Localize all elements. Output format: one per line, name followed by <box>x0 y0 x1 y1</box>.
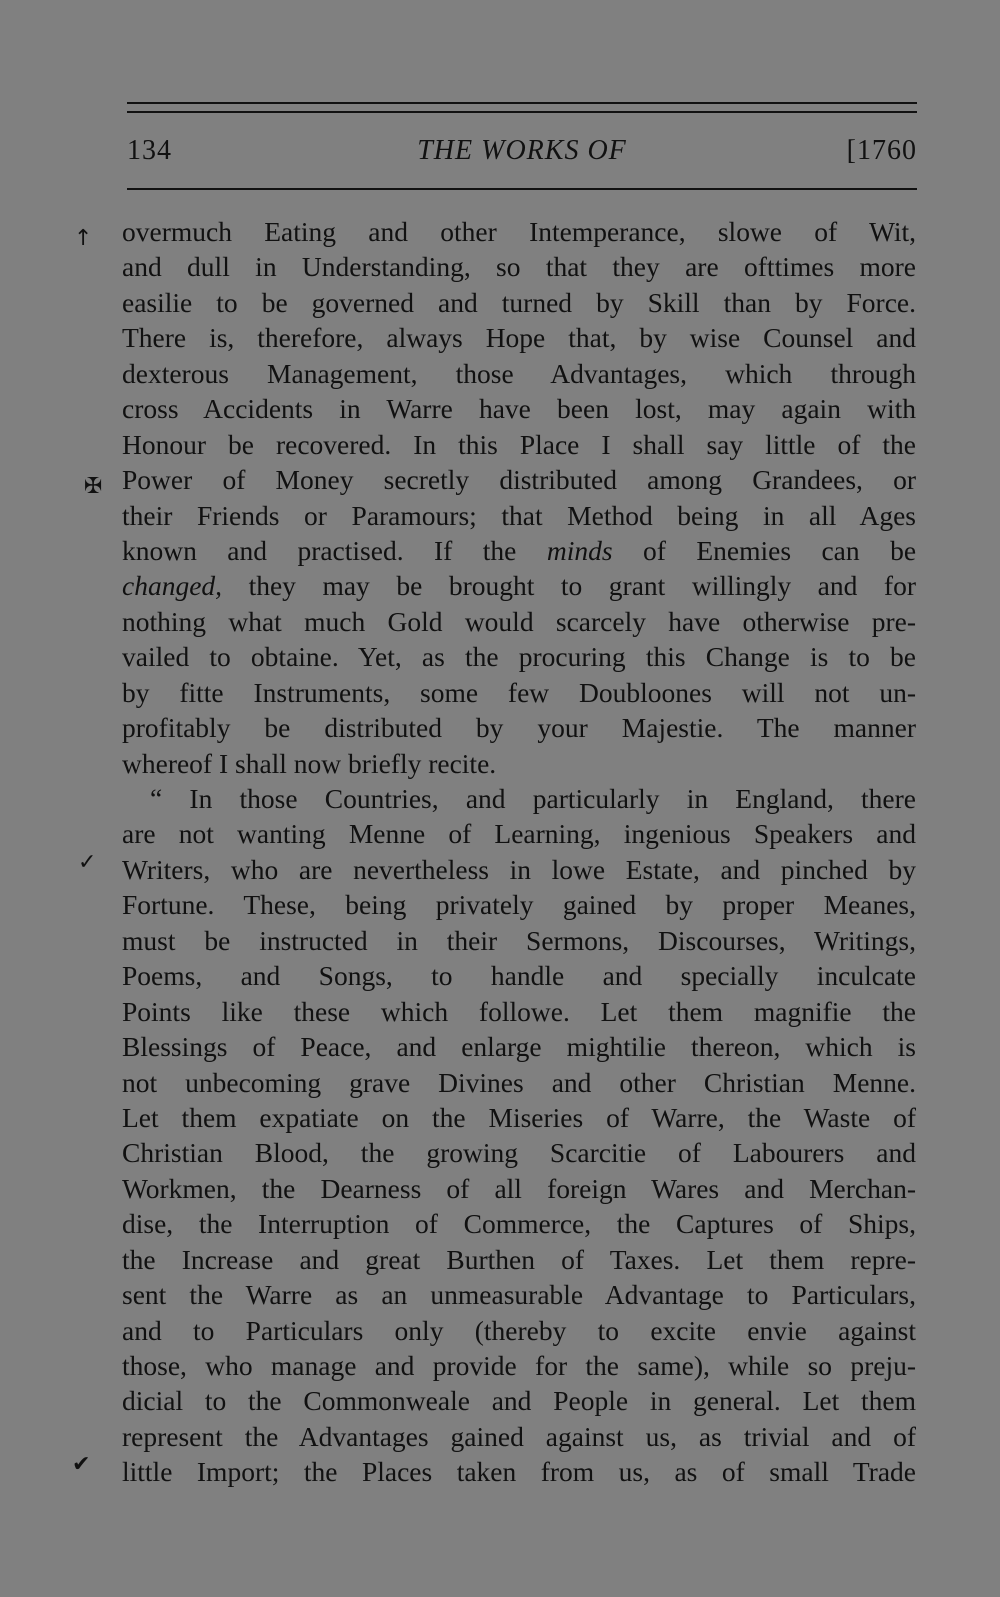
margin-mark-check-icon: ✓ <box>78 850 97 875</box>
margin-mark-tick-icon: ✔ <box>72 1452 91 1477</box>
italic-word: minds <box>546 534 613 566</box>
header-rule-top <box>127 102 917 104</box>
text-line: “ In those Countries, and particularly in England, there <box>150 783 916 814</box>
text-line: by fitte Instruments, some few Doubloones will not un- <box>122 676 916 708</box>
text-line: Workmen, the Dearness of all foreign Wares and Merchan- <box>122 1172 916 1204</box>
text-line: must be instructed in their Sermons, Discourses, Writings, <box>122 924 916 956</box>
header-year: [1760 <box>846 135 917 166</box>
text-line: and to Particulars only (thereby to excite envie against <box>122 1314 916 1346</box>
running-header <box>127 135 917 175</box>
text-line: dise, the Interruption of Commerce, the Captures of Ships, <box>122 1208 916 1240</box>
text-line: Writers, who are nevertheless in lowe Estate, and pinched by <box>122 853 916 885</box>
text-line: vailed to obtaine. Yet, as the procuring this Change is to be <box>122 641 916 673</box>
text-line: little Import; the Places taken from us, as of small Trade <box>122 1456 916 1488</box>
italic-word: changed, <box>122 570 223 602</box>
text-line: Power of Money secretly distributed among Grandees, or <box>122 464 916 496</box>
header-rule-second <box>127 111 917 113</box>
page-body <box>122 214 916 1490</box>
text-segment: they may be brought to grant willingly and for <box>248 570 916 602</box>
text-line: nothing what much Gold would scarcely have otherwise pre- <box>122 605 916 637</box>
text-line: represent the Advantages gained against us, as trivial and of <box>122 1420 916 1452</box>
text-line: whereof I shall now briefly recite. <box>122 747 497 779</box>
text-segment: of Enemies can be <box>642 534 916 566</box>
text-line: Honour be recovered. In this Place I shall say little of the <box>122 428 916 460</box>
text-line: Let them expatiate on the Miseries of Warre, the Waste of <box>122 1101 916 1133</box>
text-line: cross Accidents in Warre have been lost, may again with <box>122 393 916 425</box>
margin-mark-arrow-icon: ↑ <box>74 226 93 251</box>
header-rule-under <box>127 188 917 190</box>
text-line: those, who manage and provide for the same), while so preju- <box>122 1350 916 1381</box>
text-line: Blessings of Peace, and enlarge mightilie thereon, which is <box>122 1031 916 1063</box>
text-line: There is, therefore, always Hope that, by wise Counsel and <box>122 322 916 354</box>
text-line: Fortune. These, being privately gained by proper Meanes, <box>122 889 916 921</box>
margin-mark-cross-icon: ✠ <box>84 474 103 499</box>
text-line: easilie to be governed and turned by Skill than by Force. <box>122 286 916 318</box>
text-line: not unbecoming grave Divines and other Christian Menne. <box>122 1066 916 1098</box>
text-line: dicial to the Commonweale and People in general. Let them <box>122 1385 916 1417</box>
text-line: and dull in Understanding, so that they are ofttimes more <box>122 251 916 283</box>
text-line: overmuch Eating and other Intemperance, slowe of Wit, <box>122 216 916 247</box>
text-line: Poems, and Songs, to handle and specially inculcate <box>122 960 916 992</box>
text-line: the Increase and great Burthen of Taxes. Let them repre- <box>122 1243 916 1275</box>
text-line: their Friends or Paramours; that Method being in all Ages <box>122 499 916 531</box>
text-line: dexterous Management, those Advantages, which through <box>122 357 916 389</box>
text-line: profitably be distributed by your Majestie. The manner <box>122 712 916 744</box>
text-line-mixed <box>122 568 916 603</box>
text-line: Points like these which followe. Let them magnifie the <box>122 995 916 1027</box>
text-segment: known and practised. If the <box>122 534 517 566</box>
text-line: are not wanting Menne of Learning, ingenious Speakers and <box>122 818 916 850</box>
page-number: 134 <box>127 135 172 166</box>
text-line: sent the Warre as an unmeasurable Advantage to Particulars, <box>122 1279 916 1311</box>
text-line-mixed <box>122 533 916 568</box>
text-line: Christian Blood, the growing Scarcitie of Labourers and <box>122 1137 916 1169</box>
running-title: THE WORKS OF <box>417 135 627 166</box>
